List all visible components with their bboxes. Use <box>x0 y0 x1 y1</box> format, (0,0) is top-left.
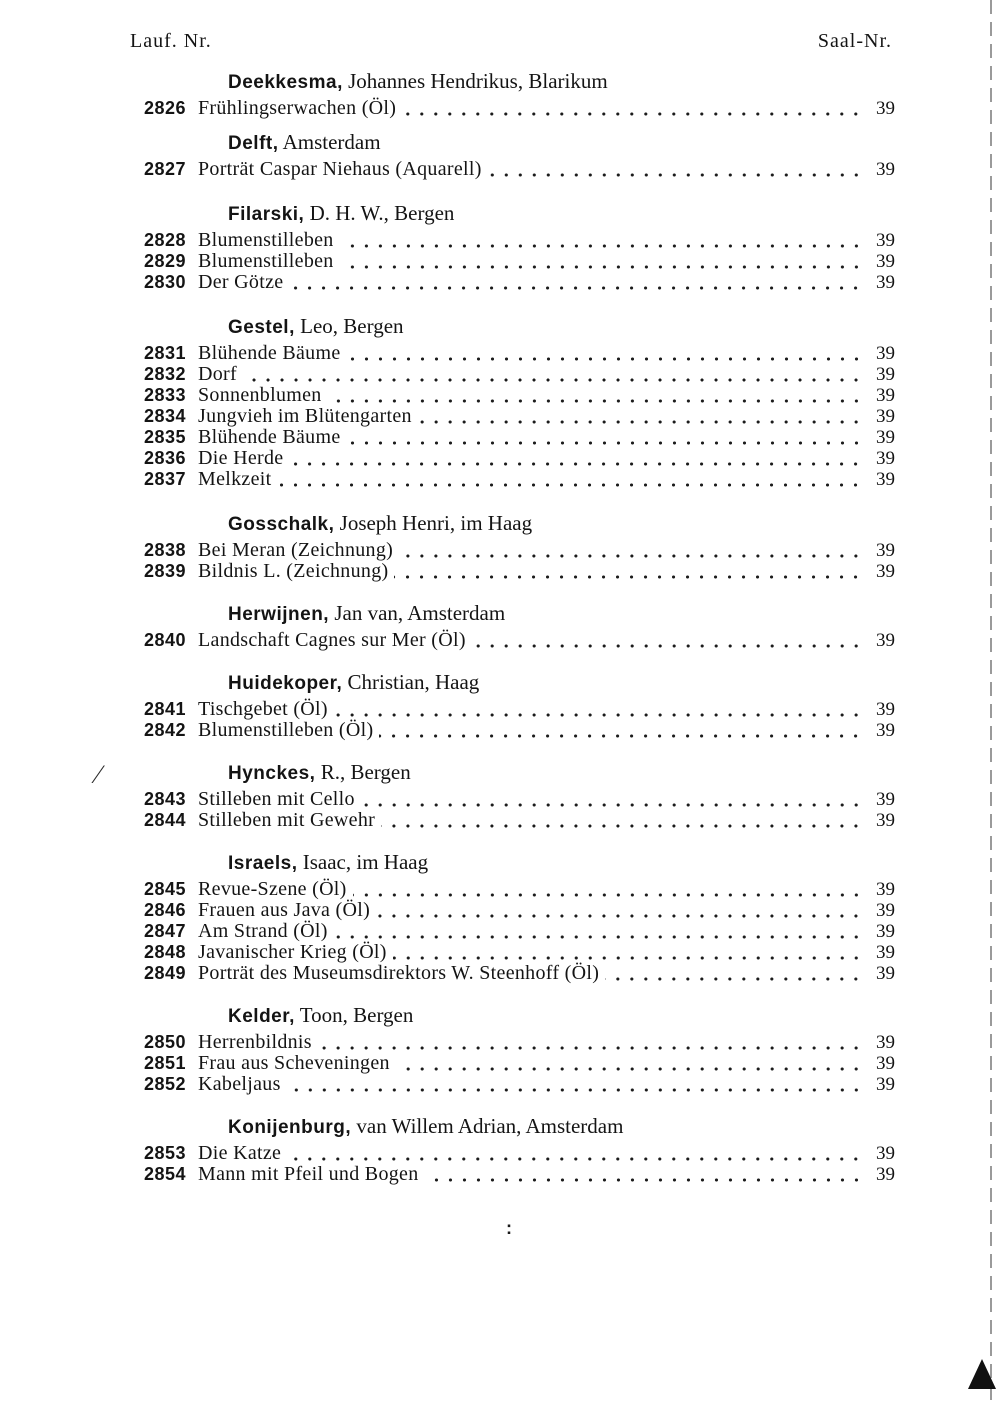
dot-leader <box>334 713 863 717</box>
catalog-entry <box>120 963 895 984</box>
catalog-entry <box>120 561 895 582</box>
entry-number: 2852 <box>143 1074 186 1094</box>
artist-section <box>120 759 895 831</box>
dot-leader <box>340 244 863 248</box>
room-number: 39 <box>876 1143 895 1164</box>
dot-leader <box>605 977 863 981</box>
dot-leader <box>328 399 863 403</box>
artist-heading <box>228 68 895 94</box>
artist-section <box>120 68 895 119</box>
dot-leader <box>488 173 863 177</box>
page-folio: : <box>506 1218 512 1238</box>
entry-number: 2833 <box>143 385 186 405</box>
artist-name: Kelder, <box>228 1006 295 1027</box>
entry-number: 2854 <box>143 1164 186 1184</box>
artist-section <box>120 1113 895 1185</box>
room-number: 39 <box>876 98 895 119</box>
entry-title: Bildnis L. (Zeichnung) <box>198 560 389 582</box>
entry-title: Javanischer Krieg (Öl) <box>198 941 387 963</box>
entry-number: 2853 <box>143 1143 186 1163</box>
entry-number: 2842 <box>143 720 186 740</box>
artist-detail: Jan van, Amsterdam <box>334 601 506 625</box>
artist-heading <box>228 200 895 226</box>
dot-leader <box>381 824 863 828</box>
catalog-list <box>120 68 895 1185</box>
entry-title: Sonnenblumen <box>198 384 322 406</box>
artist-name: Filarski, <box>228 204 305 225</box>
catalog-entry <box>120 385 895 406</box>
dot-leader <box>287 1157 863 1161</box>
dot-leader <box>376 914 863 918</box>
room-number: 39 <box>876 1032 895 1053</box>
entry-title: Blumenstilleben (Öl) <box>198 719 374 741</box>
entry-number: 2851 <box>143 1053 186 1073</box>
page-edge-line <box>990 0 992 1401</box>
dot-leader <box>399 554 863 558</box>
artist-name: Gosschalk, <box>228 514 335 535</box>
room-number-label: Saal-Nr. <box>817 30 892 52</box>
entry-number: 2839 <box>143 561 186 581</box>
artist-name: Gestel, <box>228 317 295 338</box>
entry-title: Der Götze <box>198 271 284 293</box>
room-number: 39 <box>876 1074 895 1095</box>
entry-title: Blumenstilleben <box>198 229 334 251</box>
artist-name: Hynckes, <box>228 763 316 784</box>
artist-detail: van Willem Adrian, Amsterdam <box>356 1114 624 1138</box>
dot-leader <box>396 1067 863 1071</box>
artist-detail: Christian, Haag <box>347 670 480 694</box>
entry-number: 2841 <box>143 699 186 719</box>
catalog-entry <box>120 942 895 963</box>
catalog-entry <box>120 1032 895 1053</box>
entry-title: Frau aus Scheveningen <box>198 1052 390 1074</box>
dot-leader <box>289 462 863 466</box>
entry-title: Stilleben mit Cello <box>198 788 355 810</box>
artist-section <box>120 510 895 582</box>
artist-heading <box>228 129 895 155</box>
entry-number: 2850 <box>143 1032 186 1052</box>
room-number: 39 <box>876 343 895 364</box>
running-number-label: Lauf. Nr. <box>130 30 212 52</box>
dot-leader <box>347 357 863 361</box>
catalog-entry <box>120 469 895 490</box>
entry-number: 2836 <box>143 448 186 468</box>
artist-detail: D. H. W., Bergen <box>309 201 455 225</box>
room-number: 39 <box>876 427 895 448</box>
catalog-entry <box>120 720 895 741</box>
room-number: 39 <box>876 879 895 900</box>
artist-section <box>120 129 895 180</box>
room-number: 39 <box>876 251 895 272</box>
room-number: 39 <box>876 1164 895 1185</box>
catalog-entry <box>120 540 895 561</box>
entry-title: Blühende Bäume <box>198 426 341 448</box>
room-number: 39 <box>876 699 895 720</box>
dot-leader <box>361 803 863 807</box>
artist-heading <box>228 600 895 626</box>
entry-number: 2840 <box>143 630 186 650</box>
entry-title: Die Herde <box>198 447 284 469</box>
entry-title: Die Katze <box>198 1142 282 1164</box>
entry-title: Tischgebet (Öl) <box>198 698 328 720</box>
room-number: 39 <box>876 272 895 293</box>
artist-detail: Isaac, im Haag <box>302 850 429 874</box>
dot-leader <box>347 441 863 445</box>
artist-section <box>120 849 895 984</box>
catalog-entry <box>120 427 895 448</box>
artist-heading <box>228 669 895 695</box>
ink-blot-mark: ⁄ <box>96 760 101 789</box>
entry-title: Frauen aus Java (Öl) <box>198 899 371 921</box>
entry-number: 2847 <box>143 921 186 941</box>
artist-name: Huidekoper, <box>228 673 343 694</box>
dot-leader <box>340 265 863 269</box>
corner-triangle-mark <box>968 1359 996 1389</box>
entry-number: 2837 <box>143 469 186 489</box>
room-number: 39 <box>876 789 895 810</box>
catalog-entry <box>120 343 895 364</box>
room-number: 39 <box>876 720 895 741</box>
catalog-entry <box>120 1053 895 1074</box>
entry-title: Stilleben mit Gewehr <box>198 809 376 831</box>
dot-leader <box>334 935 863 939</box>
dot-leader <box>353 893 863 897</box>
artist-section <box>120 669 895 741</box>
dot-leader <box>394 575 863 579</box>
entry-title: Bei Meran (Zeichnung) <box>198 539 394 561</box>
room-number: 39 <box>876 1053 895 1074</box>
artist-heading <box>228 313 895 339</box>
entry-number: 2829 <box>143 251 186 271</box>
entry-title: Blumenstilleben <box>198 250 334 272</box>
entry-number: 2827 <box>143 159 186 179</box>
entry-number: 2845 <box>143 879 186 899</box>
entry-title: Porträt Caspar Niehaus (Aquarell) <box>198 158 482 180</box>
entry-title: Dorf <box>198 363 237 385</box>
artist-heading <box>228 1002 895 1028</box>
catalog-entry <box>120 1143 895 1164</box>
artist-heading <box>228 510 895 536</box>
entry-title: Revue-Szene (Öl) <box>198 878 347 900</box>
entry-number: 2843 <box>143 789 186 809</box>
entry-number: 2826 <box>143 98 186 118</box>
catalog-entry <box>120 810 895 831</box>
room-number: 39 <box>876 561 895 582</box>
catalog-entry <box>120 699 895 720</box>
artist-detail: Leo, Bergen <box>300 314 404 338</box>
catalog-entry <box>120 406 895 427</box>
entry-title: Blühende Bäume <box>198 342 341 364</box>
entry-number: 2831 <box>143 343 186 363</box>
artist-name: Konijenburg, <box>228 1117 352 1138</box>
artist-name: Israels, <box>228 853 298 874</box>
entry-title: Herrenbildnis <box>198 1031 312 1053</box>
artist-name: Deekkesma, <box>228 72 343 93</box>
artist-heading <box>228 849 895 875</box>
catalog-entry <box>120 230 895 251</box>
room-number: 39 <box>876 469 895 490</box>
room-number: 39 <box>876 810 895 831</box>
dot-leader <box>472 644 863 648</box>
catalog-entry <box>120 900 895 921</box>
room-number: 39 <box>876 159 895 180</box>
entry-number: 2848 <box>143 942 186 962</box>
room-number: 39 <box>876 230 895 251</box>
catalog-entry <box>120 1074 895 1095</box>
entry-number: 2849 <box>143 963 186 983</box>
entry-number: 2846 <box>143 900 186 920</box>
entry-title: Mann mit Pfeil und Bogen <box>198 1163 419 1185</box>
entry-number: 2834 <box>143 406 186 426</box>
dot-leader <box>402 112 863 116</box>
room-number: 39 <box>876 448 895 469</box>
entry-number: 2844 <box>143 810 186 830</box>
artist-detail: Amsterdam <box>282 130 381 154</box>
catalog-entry <box>120 364 895 385</box>
dot-leader <box>393 956 863 960</box>
catalog-entry <box>120 448 895 469</box>
dot-leader <box>289 286 863 290</box>
artist-section <box>120 313 895 490</box>
artist-detail: R., Bergen <box>320 760 411 784</box>
artist-section <box>120 600 895 651</box>
room-number: 39 <box>876 963 895 984</box>
artist-heading <box>228 1113 895 1139</box>
dot-leader <box>318 1046 863 1050</box>
catalog-entry <box>120 1164 895 1185</box>
room-number: 39 <box>876 364 895 385</box>
entry-title: Landschaft Cagnes sur Mer (Öl) <box>198 629 466 651</box>
artist-detail: Toon, Bergen <box>299 1003 414 1027</box>
catalog-entry <box>120 879 895 900</box>
dot-leader <box>287 1088 863 1092</box>
dot-leader <box>379 734 863 738</box>
entry-number: 2832 <box>143 364 186 384</box>
catalog-entry <box>120 98 895 119</box>
artist-name: Delft, <box>228 133 279 154</box>
dot-leader <box>277 483 863 487</box>
room-number: 39 <box>876 630 895 651</box>
room-number: 39 <box>876 942 895 963</box>
entry-number: 2830 <box>143 272 186 292</box>
dot-leader <box>418 420 863 424</box>
dot-leader <box>243 378 863 382</box>
room-number: 39 <box>876 385 895 406</box>
catalog-entry <box>120 630 895 651</box>
catalog-entry <box>120 159 895 180</box>
entry-title: Jungvieh im Blütengarten <box>198 405 412 427</box>
room-number: 39 <box>876 900 895 921</box>
entry-title: Kabeljaus <box>198 1073 281 1095</box>
entry-title: Melkzeit <box>198 468 272 490</box>
catalog-entry <box>120 921 895 942</box>
entry-title: Porträt des Museumsdirektors W. Steenhoff (Öl) <box>198 962 600 984</box>
artist-heading <box>228 759 895 785</box>
artist-section <box>120 1002 895 1095</box>
artist-name: Herwijnen, <box>228 604 330 625</box>
entry-title: Frühlingserwachen (Öl) <box>198 97 397 119</box>
entry-number: 2828 <box>143 230 186 250</box>
catalog-entry <box>120 251 895 272</box>
room-number: 39 <box>876 540 895 561</box>
entry-number: 2838 <box>143 540 186 560</box>
artist-detail: Johannes Hendrikus, Blarikum <box>348 69 608 93</box>
room-number: 39 <box>876 921 895 942</box>
entry-title: Am Strand (Öl) <box>198 920 328 942</box>
artist-section <box>120 200 895 293</box>
artist-detail: Joseph Henri, im Haag <box>339 511 533 535</box>
catalog-entry <box>120 789 895 810</box>
room-number: 39 <box>876 406 895 427</box>
entry-number: 2835 <box>143 427 186 447</box>
dot-leader <box>425 1178 863 1182</box>
catalog-entry <box>120 272 895 293</box>
